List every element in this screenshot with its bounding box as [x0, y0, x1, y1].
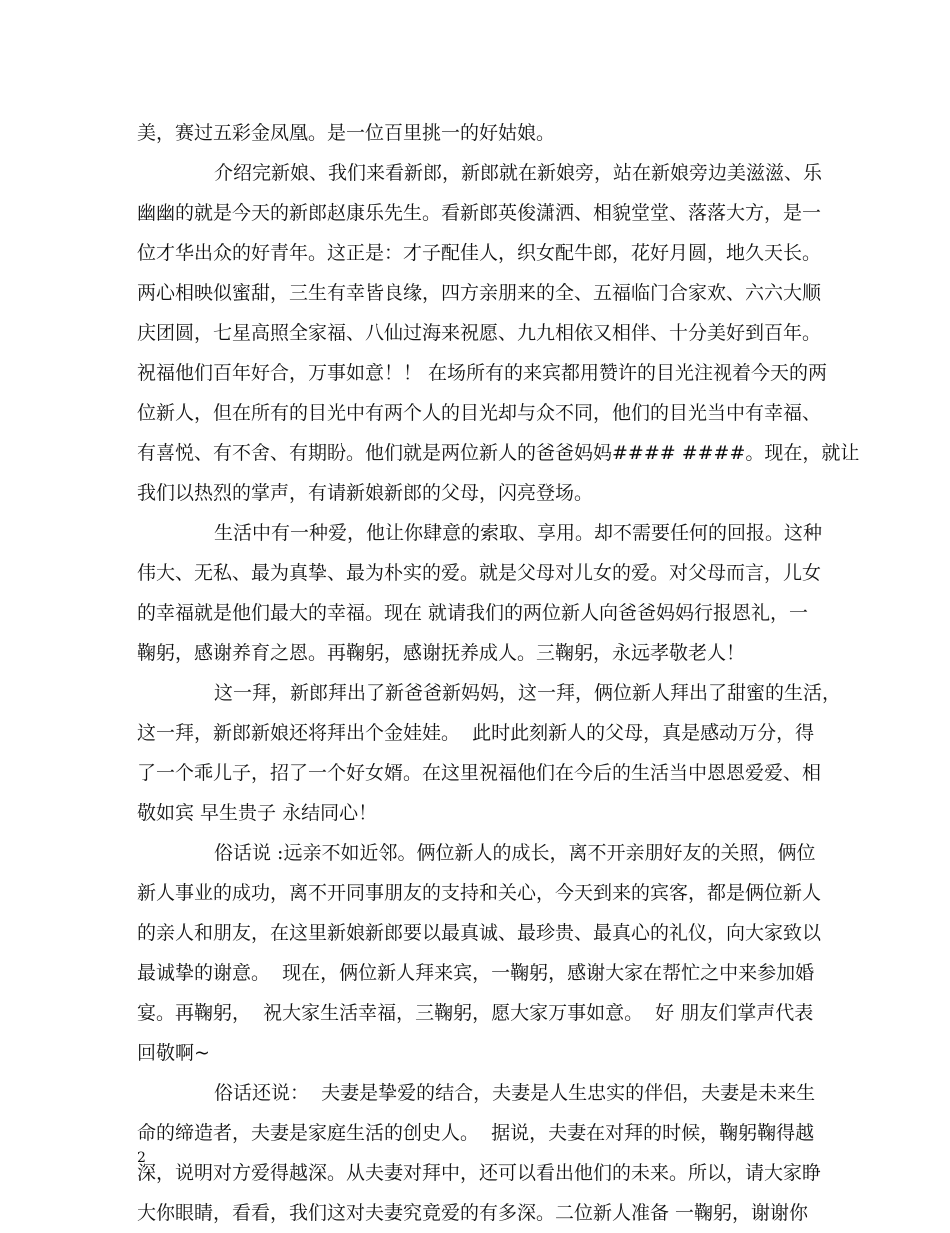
text-line: 新人事业的成功，离不开同事朋友的支持和关心，今天到来的宾客，都是俩位新人: [137, 882, 822, 904]
text-line: 大你眼睛，看看，我们这对夫妻究竟爱的有多深。二位新人准备 一鞠躬，谢谢你: [137, 1202, 809, 1224]
text-line: 位新人，但在所有的目光中有两个人的目光却与众不同，他们的目光当中有幸福、: [137, 402, 822, 424]
text-line: 美，赛过五彩金凤凰。是一位百里挑一的好姑娘。: [137, 122, 556, 144]
text-line: 我们以热烈的掌声，有请新娘新郎的父母，闪亮登场。: [137, 482, 594, 504]
text-line: 两心相映似蜜甜，三生有幸皆良缘，四方亲朋来的全、五福临门合家欢、六六大顺: [137, 282, 822, 304]
text-line: 深，说明对方爱得越深。从夫妻对拜中，还可以看出他们的未来。所以，请大家睁: [137, 1162, 822, 1184]
text-line: 伟大、无私、最为真挚、最为朴实的爱。就是父母对儿女的爱。对父母而言，儿女: [137, 562, 822, 584]
paragraph-first-line: 俗话还说： 夫妻是挚爱的结合，夫妻是人生忠实的伴侣，夫妻是未来生: [214, 1082, 816, 1104]
text-line: 的亲人和朋友，在这里新娘新郎要以最真诚、最珍贵、最真心的礼仪，向大家致以: [137, 922, 822, 944]
text-line: 位才华出众的好青年。这正是：才子配佳人，织女配牛郎，花好月圆，地久天长。: [137, 242, 822, 264]
paragraph-first-line: 介绍完新娘、我们来看新郎，新郎就在新娘旁，站在新娘旁边美滋滋、乐: [214, 162, 823, 184]
text-line: 有喜悦、有不舍、有期盼。他们就是两位新人的爸爸妈妈#### ####。现在，就让: [137, 442, 860, 464]
text-line: 幽幽的就是今天的新郎赵康乐先生。看新郎英俊潇洒、相貌堂堂、落落大方，是一: [137, 202, 822, 224]
paragraph-first-line: 生活中有一种爱，他让你肆意的索取、享用。却不需要任何的回报。这种: [214, 522, 823, 544]
paragraph-first-line: 俗话说 :远亲不如近邻。俩位新人的成长，离不开亲朋好友的关照，俩位: [214, 842, 816, 864]
text-line: 最诚挚的谢意。 现在，俩位新人拜来宾，一鞠躬，感谢大家在帮忙之中来参加婚: [137, 962, 815, 984]
text-line: 的幸福就是他们最大的幸福。现在 就请我们的两位新人向爸爸妈妈行报恩礼，一: [137, 602, 809, 624]
paragraph-first-line: 这一拜，新郎拜出了新爸爸新妈妈，这一拜，俩位新人拜出了甜蜜的生活，: [214, 682, 842, 704]
text-line: 敬如宾 早生贵子 永结同心！: [137, 802, 378, 824]
text-line: 回敬啊~: [137, 1042, 210, 1064]
text-line: 鞠躬，感谢养育之恩。再鞠躬，感谢抚养成人。三鞠躬，永远孝敬老人！: [137, 642, 746, 664]
text-line: 祝福他们百年好合，万事如意！！ 在场所有的来宾都用赞许的目光注视着今天的两: [137, 362, 828, 384]
text-line: 这一拜，新郎新娘还将拜出个金娃娃。 此时此刻新人的父母，真是感动万分，得: [137, 722, 815, 744]
text-line: 宴。再鞠躬， 祝大家生活幸福，三鞠躬，愿大家万事如意。 好 朋友们掌声代表: [137, 1002, 814, 1024]
page-number: 2: [137, 1150, 146, 1166]
text-line: 了一个乖儿子，招了一个好女婿。在这里祝福他们在今后的生活当中恩恩爱爱、相: [137, 762, 822, 784]
text-line: 命的缔造者，夫妻是家庭生活的创史人。 据说，夫妻在对拜的时候，鞠躬鞠得越: [137, 1122, 815, 1144]
text-line: 庆团圆，七星高照全家福、八仙过海来祝愿、九九相依又相伴、十分美好到百年。: [137, 322, 822, 344]
